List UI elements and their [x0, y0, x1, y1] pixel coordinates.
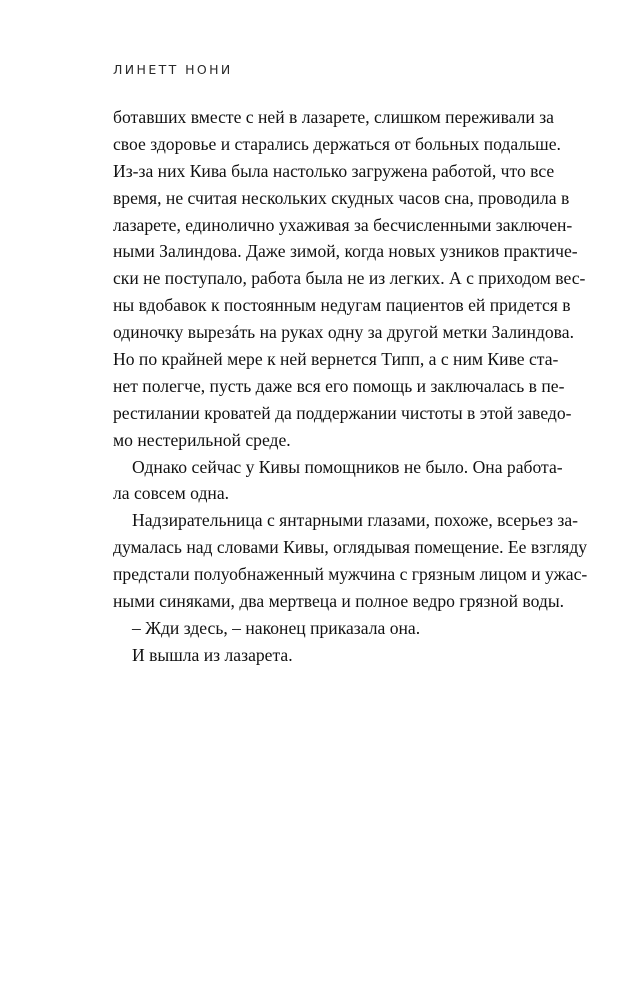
- body-text: [113, 104, 588, 669]
- text-line: предстали полуобнаженный мужчина с грязным лицом и ужас-: [113, 564, 588, 585]
- text-line: Но по крайней мере к ней вернется Типп, а с ним Киве ста-: [113, 349, 559, 370]
- text-line: Из-за них Кива была настолько загружена работой, что все: [113, 160, 555, 181]
- text-line: ными Залиндова. Даже зимой, когда новых узников практиче-: [113, 241, 578, 262]
- text-line: ботавших вместе с ней в лазарете, слишком переживали за: [113, 107, 554, 127]
- text-line: думалась над словами Кивы, оглядывая помещение. Ее взгляду: [113, 537, 588, 558]
- text-line: нет полегче, пусть даже вся его помощь и заключалась в пе-: [113, 375, 565, 396]
- text-line: ски не поступало, работа была не из легких. А с приходом вес-: [113, 268, 586, 289]
- text-line: Однако сейчас у Кивы помощников не было. Она работа-: [132, 456, 563, 477]
- text-line: И вышла из лазарета.: [132, 644, 293, 665]
- text-line: – Жди здесь, – наконец приказала она.: [132, 617, 421, 638]
- text-line: одиночку вырезáть на руках одну за другой метки Залиндова.: [113, 322, 574, 343]
- paragraph: [113, 104, 586, 454]
- text-line: ла совсем одна.: [113, 483, 230, 504]
- paragraph: [113, 642, 541, 669]
- paragraph: [113, 454, 563, 508]
- text-line: Надзирательница с янтарными глазами, похоже, всерьез за-: [132, 510, 579, 531]
- text-line: время, не считая нескольких скудных часов сна, проводила в: [113, 187, 570, 208]
- running-header: ЛИНЕТТ НОНИ: [113, 62, 233, 77]
- text-line: ны вдобавок к постоянным недугам пациентов ей придется в: [113, 295, 571, 316]
- paragraph: [113, 507, 588, 615]
- text-line: мо нестерильной среде.: [113, 429, 291, 450]
- text-line: лазарете, единолично ухаживая за бесчисленными заключен-: [113, 214, 573, 235]
- text-line: рестилании кроватей да поддержании чистоты в этой заведо-: [113, 402, 572, 423]
- text-line: ными синяками, два мертвеца и полное ведро грязной воды.: [113, 591, 565, 612]
- text-line: свое здоровье и старались держаться от больных подальше.: [113, 133, 561, 154]
- paragraph: [113, 615, 541, 642]
